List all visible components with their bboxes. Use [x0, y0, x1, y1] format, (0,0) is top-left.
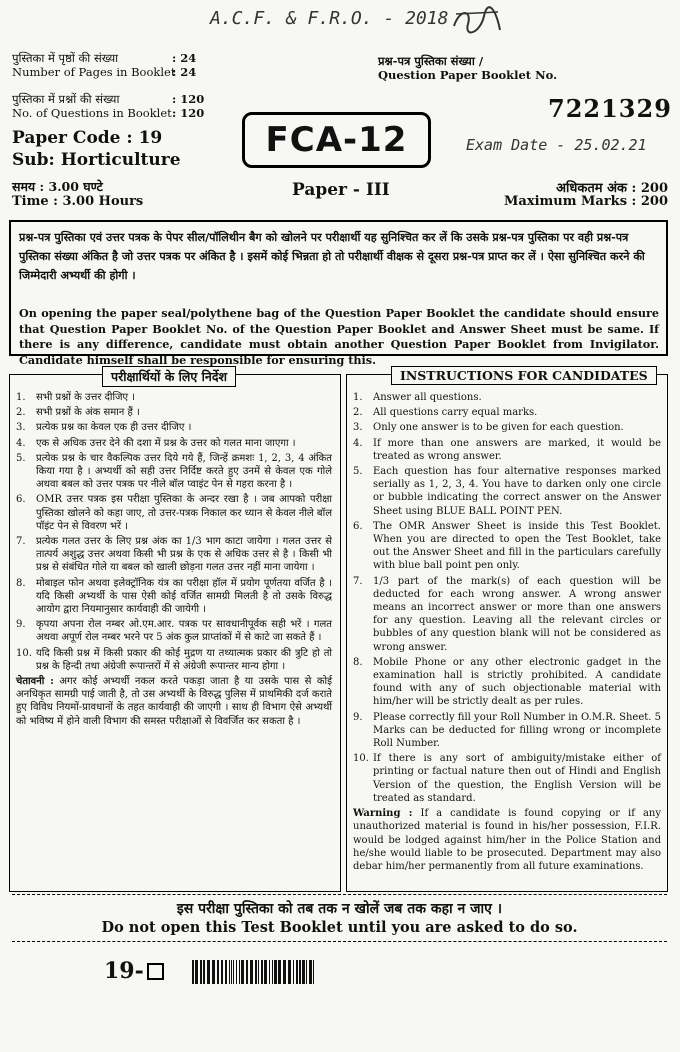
english-instruction-item-text: All questions carry equal marks. [373, 407, 538, 419]
english-instructions-panel [346, 368, 668, 892]
english-instruction-item-text: If more than one answers are marked, it would be treated as wrong answer. [373, 437, 661, 462]
english-instruction-item [353, 437, 661, 463]
hindi-instruction-item-text: यदि किसी प्रश्न में किसी प्रकार की कोई मुद्रण या तथ्यात्मक प्रकार की त्रुटि हो तो प्रश्न के हिन्दी तथा अंग्रेजी रूपान्तरों में से अंग्रेजी रूपान्तर मान्य होगा । [36, 647, 332, 672]
hindi-instruction-item-text: मोबाइल फोन अथवा इलेक्ट्रॉनिक यंत्र का परीक्षा हॉल में प्रयोग पूर्णतया वर्जित है । यदि किसी अभ्यर्थी के पास ऐसी कोई वर्जित सामग्री मिलती है तो उसके विरुद्ध आयोग द्वारा नियमानुसार कार्यवाही की जायेगी । [36, 577, 332, 616]
english-instruction-item [353, 421, 661, 434]
hindi-instruction-item-text: सभी प्रश्नों के उत्तर दीजिए । [36, 392, 136, 403]
english-instruction-item-text: Answer all questions. [373, 392, 482, 403]
questions-hi-label: पुस्तिका में प्रश्नों की संख्या [12, 92, 120, 106]
hindi-instruction-item-text: एक से अधिक उत्तर देने की दशा में प्रश्न के उत्तर को गलत माना जाएगा । [36, 437, 296, 449]
english-instruction-item [353, 656, 661, 709]
hindi-instruction-item-text: प्रत्येक प्रश्न के चार वैकल्पिक उत्तर दिये गये हैं, जिन्हें क्रमशः 1, 2, 3, 4 अंकित किया गया है । अभ्यर्थी को सही उत्तर निर्दिष्ट करते हुए उनमें से केवल एक गोले अथवा बबल को उत्तर पत्रक पर नीले बॉल प्वाइंट पेन से गहरा करना है । [36, 452, 332, 491]
hindi-instruction-item [16, 647, 332, 673]
english-instruction-item-text: 1/3 part of the mark(s) of each question will be deducted for each wrong answer. A wrong answer means an incorrect answer or more than one answers for any question. Leaving all the relevant circles or bubbles of any question blank will not be considered as wrong answer. [373, 575, 661, 653]
hindi-warning-label: चेतावनी : [16, 676, 54, 688]
english-instruction-item-number: 1. [353, 392, 363, 403]
hindi-instruction-item-number: 1. [16, 392, 26, 403]
handwritten-note: A.C.F. & F.R.O. - 2018 [210, 8, 449, 29]
max-marks-hi: अधिकतम अंक : 200 [556, 181, 668, 196]
questions-hi-value: : 120 [172, 92, 205, 106]
english-instruction-item-number: 3. [353, 422, 363, 434]
hindi-instruction-item-text: प्रत्येक प्रश्न का केवल एक ही उत्तर दीजिए । [36, 422, 192, 434]
barcode [192, 960, 316, 984]
booklet-number: 7221329 [548, 94, 672, 123]
english-instruction-item [353, 406, 661, 419]
english-instruction-item-text: If there is any sort of ambiguity/mistake either of printing or factual nature then out of Hindi and English Version of the question, the English Version will be treated as standard. [373, 753, 661, 804]
hindi-warning-text: अगर कोई अभ्यर्थी नकल करते पकड़ा जाता है या उसके पास से कोई अनधिकृत सामग्री पाई जाती है, तो उस अभ्यर्थी के विरुद्ध पुलिस में प्राथमिकी दर्ज कराते हुए विविध नियमों-प्रावधानों के तहत कार्यवाही की जाएगी । साथ ही विभाग ऐसे अभ्यर्थी को भविष्य में होने वाली विभाग की समस्त परीक्षाओं से विवर्जित कर सकता है । [16, 676, 332, 727]
series-code-box [242, 112, 431, 168]
english-instruction-item-text: Please correctly fill your Roll Number in O.M.R. Sheet. 5 Marks can be deducted for filling wrong or incomplete Roll Number. [373, 711, 661, 750]
hindi-instructions-panel [9, 369, 341, 892]
hindi-instruction-item [16, 535, 332, 575]
pages-en-label: Number of Pages in Booklet [12, 65, 176, 79]
hindi-warning [16, 675, 332, 728]
english-warning-label: Warning : [353, 808, 413, 820]
pages-en-value: : 24 [172, 65, 197, 79]
booklet-code-text: 19- [104, 958, 144, 984]
hindi-instruction-item-number: 3. [16, 422, 26, 434]
english-instruction-item [353, 752, 661, 805]
hindi-instruction-item [16, 577, 332, 617]
signature-scribble [450, 6, 506, 38]
hindi-instructions-list [16, 391, 332, 673]
hindi-instruction-item [16, 421, 332, 434]
booklet-no-en: Question Paper Booklet No. [378, 68, 558, 82]
booklet-code [104, 958, 164, 984]
english-instruction-item-number: 4. [353, 437, 363, 449]
checkbox-icon [147, 963, 164, 980]
english-instruction-item-text: Each question has four alternative responses marked serially as 1, 2, 3, 4. You have to darken only one circle or bubble indicating the correct answer on the Answer Sheet using BLUE BALL POINT PEN. [373, 466, 661, 517]
hindi-instruction-item [16, 493, 332, 533]
hindi-instruction-item-number: 2. [16, 407, 26, 419]
english-instruction-item [353, 465, 661, 518]
hindi-instruction-item-number: 5. [16, 452, 26, 464]
english-instruction-item [353, 520, 661, 573]
series-code: FCA-12 [265, 120, 408, 160]
exam-date-handwritten: Exam Date - 25.02.21 [466, 136, 647, 154]
english-instruction-item [353, 711, 661, 751]
english-instruction-item-number: 6. [353, 520, 363, 532]
english-instructions-list [353, 391, 661, 805]
hindi-instruction-item-number: 8. [16, 577, 26, 589]
hindi-instruction-item-number: 7. [16, 536, 26, 548]
max-marks-en: Maximum Marks : 200 [504, 194, 668, 209]
english-instruction-item-text: Only one answer is to be given for each question. [373, 422, 624, 434]
booklet-no-hi: प्रश्न-पत्र पुस्तिका संख्या / [378, 54, 484, 68]
english-instruction-item-text: The OMR Answer Sheet is inside this Test Booklet. When you are directed to open the Test Booklet, take out the Answer Sheet and fill in the particulars carefully with blue ball point pen only. [373, 520, 661, 572]
time-en: Time : 3.00 Hours [12, 194, 144, 209]
english-instruction-item [353, 391, 661, 404]
do-not-open-hindi: इस परीक्षा पुस्तिका को तब तक न खोलें जब तक कहा न जाए । [176, 901, 503, 917]
hindi-instruction-item [16, 618, 332, 644]
paper-number: Paper - III [292, 180, 390, 200]
do-not-open-notice [12, 894, 667, 942]
english-warning-text: If a candidate is found copying or if any unauthorized material is found in his/her possession, F.I.R. would be lodged against him/her in the Police Station and he/she would liable to be prosecuted. Department may also debar him/her permanently from all future examinations. [353, 808, 661, 872]
hindi-instructions-title: परीक्षार्थियों के लिए निर्देश [102, 366, 236, 387]
hindi-instruction-item-text: प्रत्येक गलत उत्तर के लिए प्रश्न अंक का 1/3 भाग काटा जायेगा । गलत उत्तर से तात्पर्य अशुद्ध उत्तर अथवा किसी भी प्रश्न के एक से अधिक उत्तर से है । किसी भी प्रश्न से संबंधित गोले या बबल को खाली छोड़ना गलत उत्तर नहीं माना जायेगा । [36, 536, 332, 574]
do-not-open-english: Do not open this Test Booklet until you are asked to do so. [101, 919, 578, 936]
pages-hi-value: : 24 [172, 51, 197, 65]
time-hi: समय : 3.00 घण्टे [12, 179, 103, 194]
paper-code: Paper Code : 19 [12, 128, 163, 148]
questions-en-label: No. of Questions in Booklet [12, 106, 172, 120]
english-instruction-item [353, 575, 661, 654]
hindi-instruction-item-text: कृपया अपना रोल नम्बर ओ.एम.आर. पत्रक पर सावधानीपूर्वक सही भरें । गलत अथवा अपूर्ण रोल नम्बर भरने पर 5 अंक कुल प्राप्तांकों में से काटे जा सकते हैं । [36, 619, 332, 644]
english-warning [353, 807, 661, 873]
hindi-instruction-item-number: 9. [16, 619, 26, 631]
hindi-instruction-item-number: 10. [16, 647, 32, 659]
hindi-instruction-item-number: 4. [16, 437, 26, 449]
english-instruction-item-text: Mobile Phone or any other electronic gadget in the examination hall is strictly prohibited. A candidate found with any of such objectionable material with him/her will be strictly dealt as per rules. [373, 656, 661, 708]
questions-en-value: : 120 [172, 106, 205, 120]
english-instruction-item-number: 8. [353, 656, 363, 668]
english-instruction-item-number: 5. [353, 466, 363, 478]
hindi-instruction-item [16, 437, 332, 450]
notice-english: On opening the paper seal/polythene bag of the Question Paper Booklet the candidate should ensure that Question Paper Booklet No. of the Question Paper Booklet and Answer Sheet must be same. If there is any difference, candidate must obtain another Question Paper Booklet from Invigilator. Candidate himself shall be responsible for ensuring this. [19, 306, 659, 367]
hindi-instruction-item-number: 6. [16, 494, 26, 506]
english-instruction-item-number: 9. [353, 711, 363, 723]
booklet-check-notice [9, 220, 668, 367]
hindi-instruction-item-text: सभी प्रश्नों के अंक समान हैं । [36, 407, 140, 419]
hindi-instruction-item [16, 391, 332, 404]
hindi-instruction-item-text: OMR उत्तर पत्रक इस परीक्षा पुस्तिका के अन्दर रखा है । जब आपको परीक्षा पुस्तिका खोलने को कहा जाए, तो उत्तर-पत्रक निकाल कर ध्यान से केवल नीले बॉल पॉइंट पेन से विवरण भरें । [36, 494, 332, 532]
hindi-instruction-item [16, 406, 332, 419]
english-instruction-item-number: 10. [353, 753, 369, 765]
subject: Sub: Horticulture [12, 150, 181, 170]
english-instruction-item-number: 2. [353, 407, 363, 419]
hindi-instruction-item [16, 452, 332, 492]
pages-hi-label: पुस्तिका में पृष्ठों की संख्या [12, 51, 119, 65]
english-instructions-title: INSTRUCTIONS FOR CANDIDATES [391, 366, 657, 385]
notice-hindi: प्रश्न-पत्र पुस्तिका एवं उत्तर पत्रक के पेपर सील/पॉलिथीन बैग को खोलने पर परीक्षार्थी यह सुनिश्चित कर लें कि उसके प्रश्न-पत्र पुस्तिका पर वही प्रश्न-पत्र पुस्तिका संख्या अंकित है जो उत्तर पत्रक पर अंकित है । इसमें कोई भिन्नता हो तो परीक्षार्थी वीक्षक से दूसरा प्रश्न-पत्र प्राप्त कर लें । ऐसा सुनिश्चित करने की जिम्मेदारी अभ्यर्थी की होगी । [19, 230, 645, 282]
english-instruction-item-number: 7. [353, 575, 363, 587]
